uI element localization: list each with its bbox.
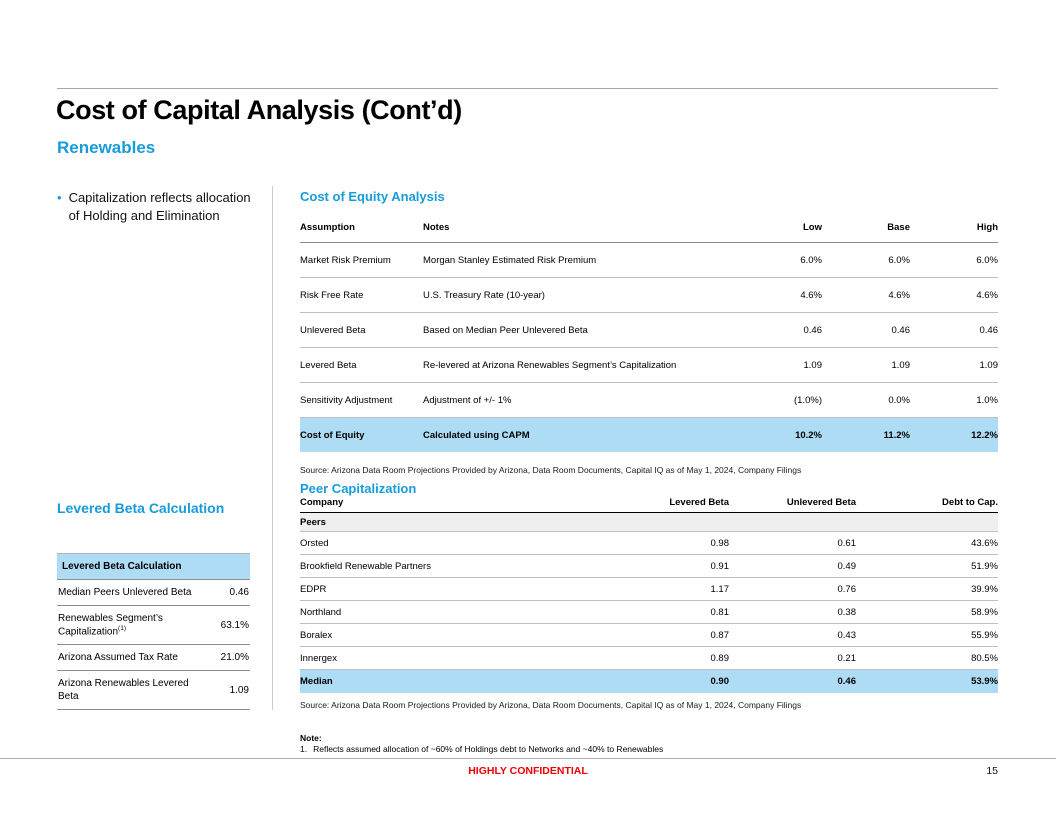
top-divider — [57, 88, 998, 89]
bullet-text: Capitalization reflects allocation of Holding and Elimination — [68, 190, 251, 223]
cell-notes: Based on Median Peer Unlevered Beta — [423, 324, 588, 336]
cell-company: EDPR — [300, 583, 327, 595]
cell-label — [58, 612, 193, 638]
cell-levered-beta: 0.81 — [710, 606, 729, 618]
cell-debt-to-cap: 43.6% — [971, 537, 998, 549]
cell-unlevered-beta: 0.49 — [837, 560, 856, 572]
cost-of-equity-heading: Cost of Equity Analysis — [300, 189, 445, 204]
table-row — [300, 532, 998, 555]
table-row — [300, 348, 998, 383]
cell-assumption: Risk Free Rate — [300, 289, 364, 301]
col-header-notes: Notes — [423, 222, 450, 233]
bullet-icon: • — [57, 190, 62, 205]
cell-low: 6.0% — [800, 254, 822, 266]
cell-notes: Morgan Stanley Estimated Risk Premium — [423, 254, 597, 266]
cell-company: Innergex — [300, 652, 337, 664]
cell-high: 0.46 — [979, 324, 998, 336]
group-label: Peers — [300, 516, 326, 528]
cell-unlevered-beta: 0.76 — [837, 583, 856, 595]
cell-value: 0.46 — [229, 587, 249, 598]
cell-low: 1.09 — [803, 359, 822, 371]
cell-company: Brookfield Renewable Partners — [300, 560, 431, 572]
cell-base: 4.6% — [888, 289, 910, 301]
col-header-base: Base — [887, 222, 910, 233]
table-row — [300, 383, 998, 418]
cell-unlevered-beta: 0.61 — [837, 537, 856, 549]
cell-assumption: Unlevered Beta — [300, 324, 366, 336]
cell-high: 1.0% — [976, 394, 998, 406]
cell-levered-beta: 0.98 — [710, 537, 729, 549]
cell-high: 1.09 — [979, 359, 998, 371]
cell-assumption: Cost of Equity — [300, 429, 365, 441]
table-header-row: Levered Beta Calculation — [57, 553, 250, 580]
cost-of-equity-table — [300, 212, 998, 452]
note-number: 1. — [300, 744, 308, 755]
cell-debt-to-cap: 80.5% — [971, 652, 998, 664]
cell-notes: U.S. Treasury Rate (10-year) — [423, 289, 545, 301]
cell-low: 0.46 — [803, 324, 822, 336]
cell-base: 6.0% — [888, 254, 910, 266]
table-row — [300, 647, 998, 670]
note-block — [300, 733, 663, 756]
levered-beta-table — [57, 553, 250, 710]
cell-company: Median — [300, 676, 333, 687]
cell-unlevered-beta: 0.46 — [837, 676, 856, 687]
table-row — [300, 601, 998, 624]
levered-beta-heading: Levered Beta Calculation — [57, 500, 225, 516]
cell-assumption: Levered Beta — [300, 359, 357, 371]
cell-unlevered-beta: 0.38 — [837, 606, 856, 618]
page-title: Cost of Capital Analysis (Cont’d) — [56, 95, 462, 125]
cell-company: Northland — [300, 606, 342, 618]
source-note: Source: Arizona Data Room Projections Provided by Arizona, Data Room Documents, Capital IQ as of May 1, 2024, Company Filings — [300, 700, 802, 710]
cell-levered-beta: 0.90 — [710, 676, 729, 687]
footer-divider — [0, 758, 1056, 759]
cell-assumption: Market Risk Premium — [300, 254, 391, 266]
col-header-levered-beta: Levered Beta — [669, 497, 729, 508]
cell-assumption: Sensitivity Adjustment — [300, 394, 393, 406]
cell-label: Arizona Renewables Levered Beta — [58, 678, 189, 703]
cell-debt-to-cap: 39.9% — [971, 583, 998, 595]
cell-low: 4.6% — [800, 289, 822, 301]
cell-label-text: Renewables Segment’s Capitalization — [58, 613, 163, 638]
note-item — [300, 744, 663, 755]
cell-notes: Calculated using CAPM — [423, 429, 530, 441]
footnote-marker: (1) — [118, 625, 126, 632]
cell-notes: Adjustment of +/- 1% — [423, 394, 512, 406]
cell-base: 0.46 — [891, 324, 910, 336]
peer-capitalization-heading: Peer Capitalization — [300, 481, 417, 496]
cell-levered-beta: 1.17 — [710, 583, 729, 595]
cell-company: Boralex — [300, 629, 333, 641]
cell-base: 0.0% — [888, 394, 910, 406]
table-row — [57, 606, 250, 645]
col-header-high: High — [976, 222, 998, 233]
source-note: Source: Arizona Data Room Projections Provided by Arizona, Data Room Documents, Capital IQ as of May 1, 2024, Company Filings — [300, 465, 802, 475]
cell-low: 10.2% — [795, 429, 822, 441]
cell-levered-beta: 0.91 — [710, 560, 729, 572]
col-header-company: Company — [300, 497, 344, 508]
cell-high: 12.2% — [971, 429, 998, 441]
page-number: 15 — [986, 765, 998, 777]
peer-capitalization-table — [300, 497, 998, 693]
table-row — [300, 278, 998, 313]
cell-levered-beta: 0.87 — [710, 629, 729, 641]
confidentiality-stamp: HIGHLY CONFIDENTIAL — [468, 765, 588, 777]
cell-label: Median Peers Unlevered Beta — [58, 587, 192, 598]
cell-low: (1.0%) — [794, 394, 822, 406]
note-label: Note: — [300, 733, 322, 743]
cell-debt-to-cap: 58.9% — [971, 606, 998, 618]
cell-debt-to-cap: 51.9% — [971, 560, 998, 572]
page-subtitle: Renewables — [57, 138, 156, 157]
table-row — [300, 313, 998, 348]
bullet-item — [57, 189, 252, 225]
table-header-row — [300, 212, 998, 243]
table-row — [300, 624, 998, 647]
cell-levered-beta: 0.89 — [710, 652, 729, 664]
col-header-debt-to-cap: Debt to Cap. — [942, 497, 998, 508]
table-row-highlighted — [300, 418, 998, 452]
cell-base: 1.09 — [891, 359, 910, 371]
cell-debt-to-cap: 53.9% — [971, 676, 998, 687]
cell-high: 4.6% — [976, 289, 998, 301]
cell-high: 6.0% — [976, 254, 998, 266]
cell-unlevered-beta: 0.43 — [837, 629, 856, 641]
group-label-row — [300, 513, 998, 532]
cell-value: 21.0% — [220, 652, 249, 664]
cell-unlevered-beta: 0.21 — [837, 652, 856, 664]
table-row-highlighted — [300, 670, 998, 693]
table-row — [300, 578, 998, 601]
col-header-low: Low — [803, 222, 822, 233]
cell-label: Arizona Assumed Tax Rate — [58, 652, 178, 664]
note-text: Reflects assumed allocation of ~60% of Holdings debt to Networks and ~40% to Renewables — [313, 744, 664, 755]
table-row — [300, 243, 998, 278]
cell-debt-to-cap: 55.9% — [971, 629, 998, 641]
table-row — [300, 555, 998, 578]
table-row — [57, 645, 250, 671]
col-header-assumption: Assumption — [300, 222, 355, 233]
col-header-unlevered-beta: Unlevered Beta — [786, 497, 856, 508]
cell-base: 11.2% — [883, 429, 910, 441]
cell-value: 1.09 — [229, 684, 249, 696]
table-row — [57, 671, 250, 710]
table-row — [57, 580, 250, 606]
cell-company: Orsted — [300, 537, 329, 549]
cell-notes: Re-levered at Arizona Renewables Segment’s Capitalization — [423, 359, 677, 371]
vertical-divider — [272, 186, 273, 710]
cell-value: 63.1% — [220, 619, 249, 631]
table-header-row — [300, 497, 998, 513]
